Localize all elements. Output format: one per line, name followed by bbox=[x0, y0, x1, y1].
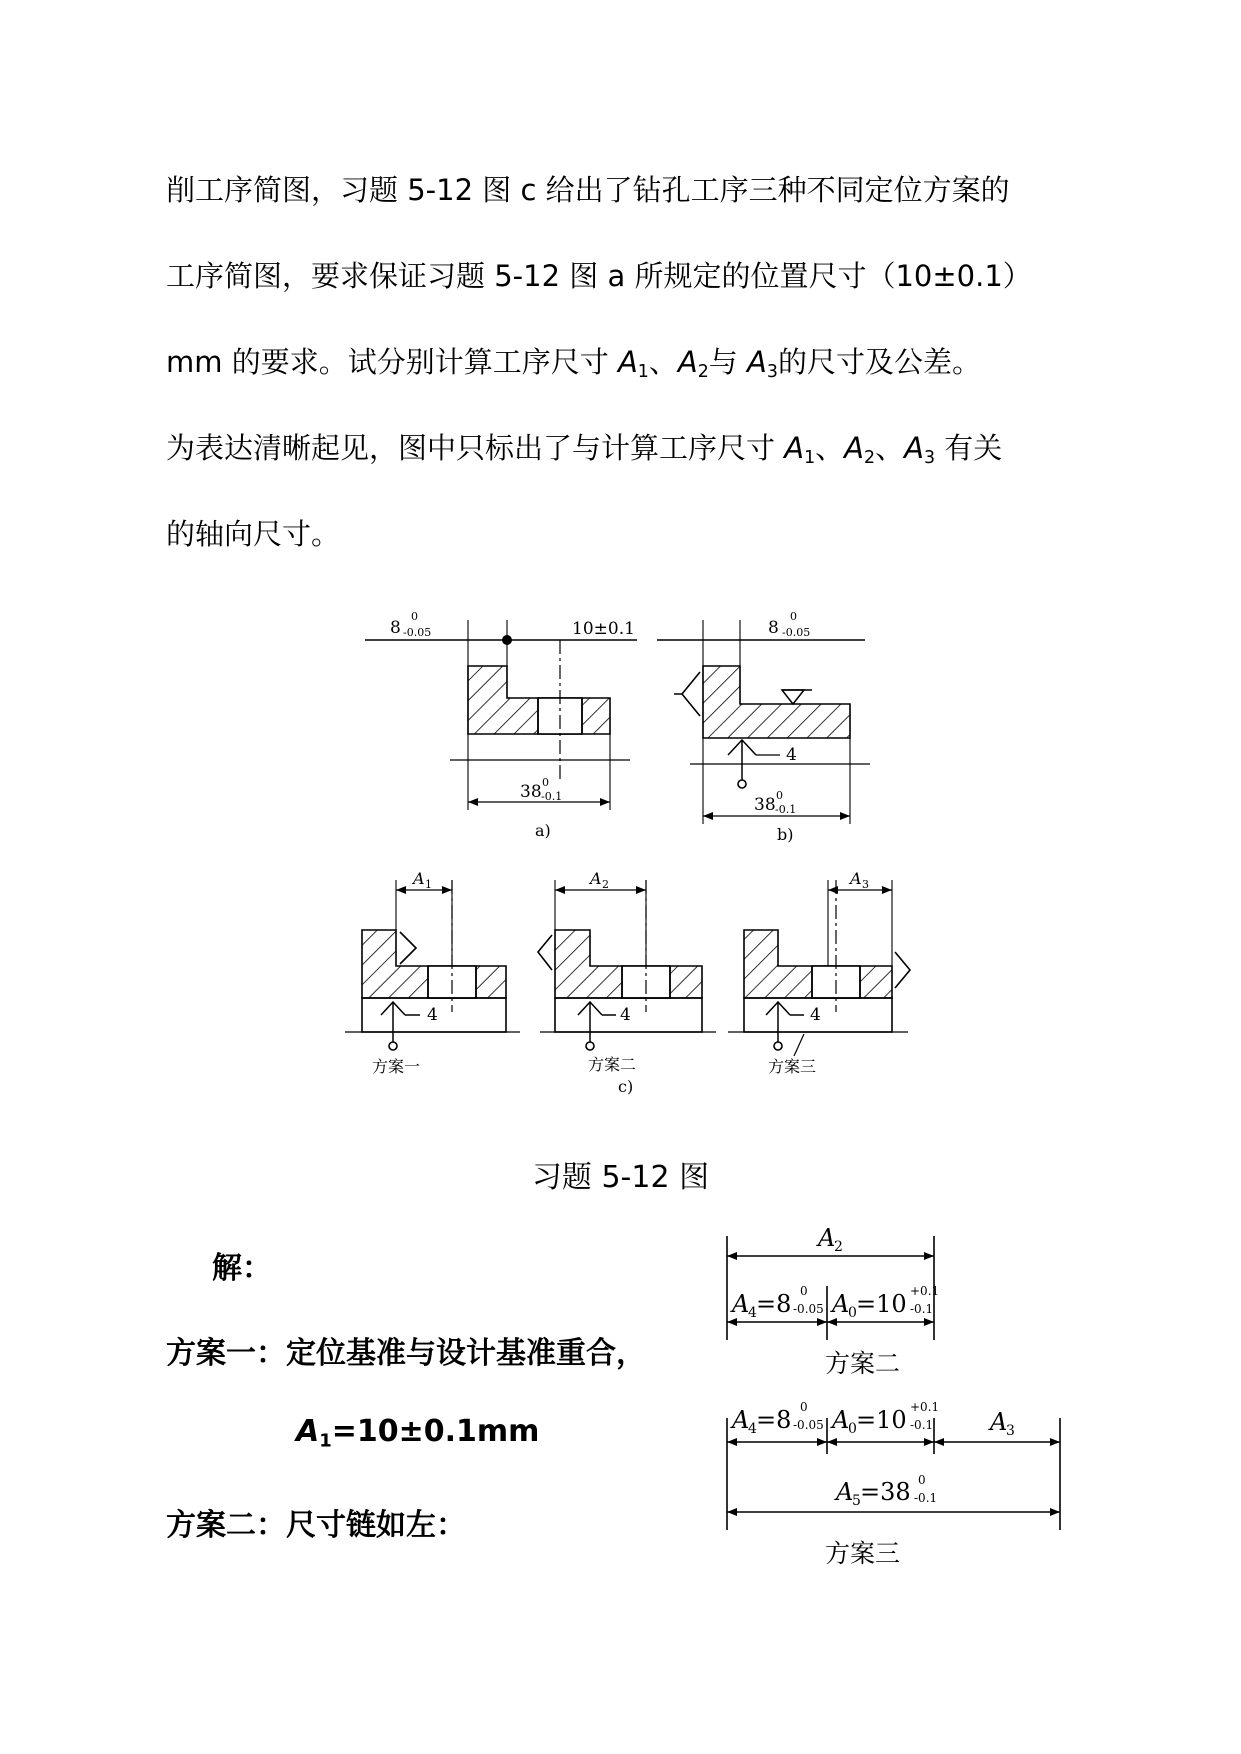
chain3-a0: A bbox=[832, 1406, 850, 1434]
problem-line-2-text: 工序简图，要求保证习题 5-12 图 a 所规定的位置尺寸（10±0.1） bbox=[166, 259, 1032, 293]
chain2-a0-value: =10 bbox=[856, 1290, 907, 1318]
a1-sub: 1 bbox=[319, 1430, 332, 1452]
line3-a3: A bbox=[747, 345, 767, 379]
chain3-a5-upper: 0 bbox=[918, 1473, 926, 1487]
line4-sep1: 、 bbox=[815, 431, 845, 465]
chain3-a0-value: =10 bbox=[856, 1406, 907, 1434]
chain3-a3-sub: 3 bbox=[1006, 1423, 1015, 1439]
line4-a2: A bbox=[844, 431, 865, 465]
fig-c2-a: A bbox=[590, 869, 602, 888]
fig-b-tol8-lower: -0.05 bbox=[782, 626, 811, 639]
chain2-a0-sub: 0 bbox=[848, 1305, 857, 1321]
chain3-a4-lower: -0.05 bbox=[793, 1418, 824, 1432]
line4-prefix: 为表达清晰起见，图中只标出了与计算工序尺寸 bbox=[166, 431, 785, 465]
line3-sep2: 与 bbox=[708, 345, 748, 379]
chain3-a5-value: =38 bbox=[860, 1478, 911, 1506]
fig-b-dim38: 38 bbox=[754, 795, 776, 815]
datum-dot bbox=[502, 635, 512, 645]
line3-prefix: mm 的要求。试分别计算工序尺寸 bbox=[166, 345, 618, 379]
scheme2-label: 方案二 bbox=[588, 1055, 637, 1074]
fig-b-support-num: 4 bbox=[786, 745, 797, 765]
line3-sub1: 1 bbox=[637, 362, 649, 383]
chain2-a2-sub: 2 bbox=[834, 1239, 843, 1255]
chain2-a4-upper: 0 bbox=[800, 1284, 808, 1298]
chain2-a4-lower: -0.05 bbox=[793, 1302, 824, 1316]
chain3-label: 方案三 bbox=[825, 1539, 901, 1568]
fig-a-tol38-upper: 0 bbox=[542, 776, 549, 789]
fig-a-tol8-lower: -0.05 bbox=[403, 626, 432, 639]
fig-a-label: a) bbox=[535, 821, 551, 840]
fig-a-dim8: 8 bbox=[390, 618, 401, 638]
chain3-a0-sub: 0 bbox=[848, 1421, 857, 1437]
fig-c-label: c) bbox=[618, 1077, 634, 1096]
a1-value: =10±0.1mm bbox=[331, 1414, 540, 1449]
fig-c3-a-sub: 3 bbox=[862, 878, 869, 891]
chain2-a4-value: =8 bbox=[756, 1290, 792, 1318]
solution-title: 解： bbox=[212, 1251, 272, 1286]
fig-a-tol38-lower: -0.1 bbox=[541, 790, 563, 803]
chain3-a4: A bbox=[732, 1406, 750, 1434]
fig-c3-a: A bbox=[850, 869, 862, 888]
chain2-label: 方案二 bbox=[825, 1349, 901, 1378]
scheme3-label: 方案三 bbox=[768, 1057, 817, 1076]
fig-c3-support-num: 4 bbox=[810, 1005, 821, 1025]
figure-a bbox=[365, 620, 637, 810]
fig-b-tol38-upper: 0 bbox=[776, 789, 783, 802]
line4-sub3: 3 bbox=[923, 448, 936, 469]
chain2-a0: A bbox=[832, 1290, 850, 1318]
fig-a-dim38: 38 bbox=[520, 782, 542, 802]
figure-caption: 习题 5-12 图 bbox=[531, 1160, 710, 1195]
chain3-a5: A bbox=[836, 1478, 854, 1506]
fig-a-tol8-upper: 0 bbox=[411, 610, 418, 623]
fig-b-tol38-lower: -0.1 bbox=[775, 803, 797, 816]
line3-sub2: 2 bbox=[697, 362, 709, 383]
problem-line-5-text: 的轴向尺寸。 bbox=[166, 517, 341, 551]
line4-a3: A bbox=[904, 431, 924, 465]
fig-c2-support-num: 4 bbox=[620, 1005, 631, 1025]
problem-line-1-text: 削工序简图，习题 5-12 图 c 给出了钻孔工序三种不同定位方案的 bbox=[166, 173, 1010, 207]
line4-sub2: 2 bbox=[864, 448, 876, 469]
solution-scheme2: 方案二：尺寸链如左： bbox=[166, 1508, 466, 1543]
line3-a2: A bbox=[677, 345, 698, 379]
line3-suffix: 的尺寸及公差。 bbox=[777, 345, 981, 379]
line3-sub3: 3 bbox=[766, 362, 778, 383]
chain3-a0-lower: -0.1 bbox=[910, 1418, 934, 1432]
fig-b-label: b) bbox=[777, 825, 794, 844]
chain2-a0-upper: +0.1 bbox=[910, 1284, 940, 1298]
solution-a1-formula bbox=[296, 1414, 539, 1451]
chain3-a4-value: =8 bbox=[756, 1406, 792, 1434]
figure-c-scheme3 bbox=[728, 880, 910, 1056]
line4-sep2: 、 bbox=[875, 431, 905, 465]
solution-scheme1: 方案一：定位基准与设计基准重合， bbox=[166, 1336, 646, 1371]
fig-c1-a: A bbox=[413, 869, 425, 888]
chain3-a5-sub: 5 bbox=[852, 1493, 861, 1509]
chain3-a4-upper: 0 bbox=[800, 1400, 808, 1414]
line4-suffix: 有关 bbox=[935, 431, 1003, 465]
chain2-a0-lower: -0.1 bbox=[910, 1302, 934, 1316]
line4-a1: A bbox=[784, 431, 805, 465]
fig-c1-a-sub: 1 bbox=[425, 878, 432, 891]
chain2-a4: A bbox=[732, 1290, 750, 1318]
scheme1-label: 方案一 bbox=[372, 1057, 421, 1076]
fig-b-dim8: 8 bbox=[768, 618, 779, 638]
line3-sep1: 、 bbox=[648, 345, 678, 379]
fig-b-tol8-upper: 0 bbox=[790, 610, 797, 623]
fig-c1-support-num: 4 bbox=[427, 1005, 438, 1025]
fig-c2-a-sub: 2 bbox=[602, 878, 609, 891]
chain2-a2: A bbox=[818, 1224, 836, 1252]
chain2-a4-sub: 4 bbox=[748, 1305, 757, 1321]
chain3-a0-upper: +0.1 bbox=[910, 1400, 940, 1414]
fig-a-dim10: 10±0.1 bbox=[572, 619, 635, 639]
chain3-a3: A bbox=[990, 1408, 1008, 1436]
line4-sub1: 1 bbox=[804, 448, 816, 469]
figure-b bbox=[657, 620, 870, 824]
chain3-a5-lower: -0.1 bbox=[914, 1491, 938, 1505]
chain3-a4-sub: 4 bbox=[748, 1421, 757, 1437]
a1-symbol: A bbox=[296, 1414, 320, 1449]
line3-a1: A bbox=[617, 345, 638, 379]
